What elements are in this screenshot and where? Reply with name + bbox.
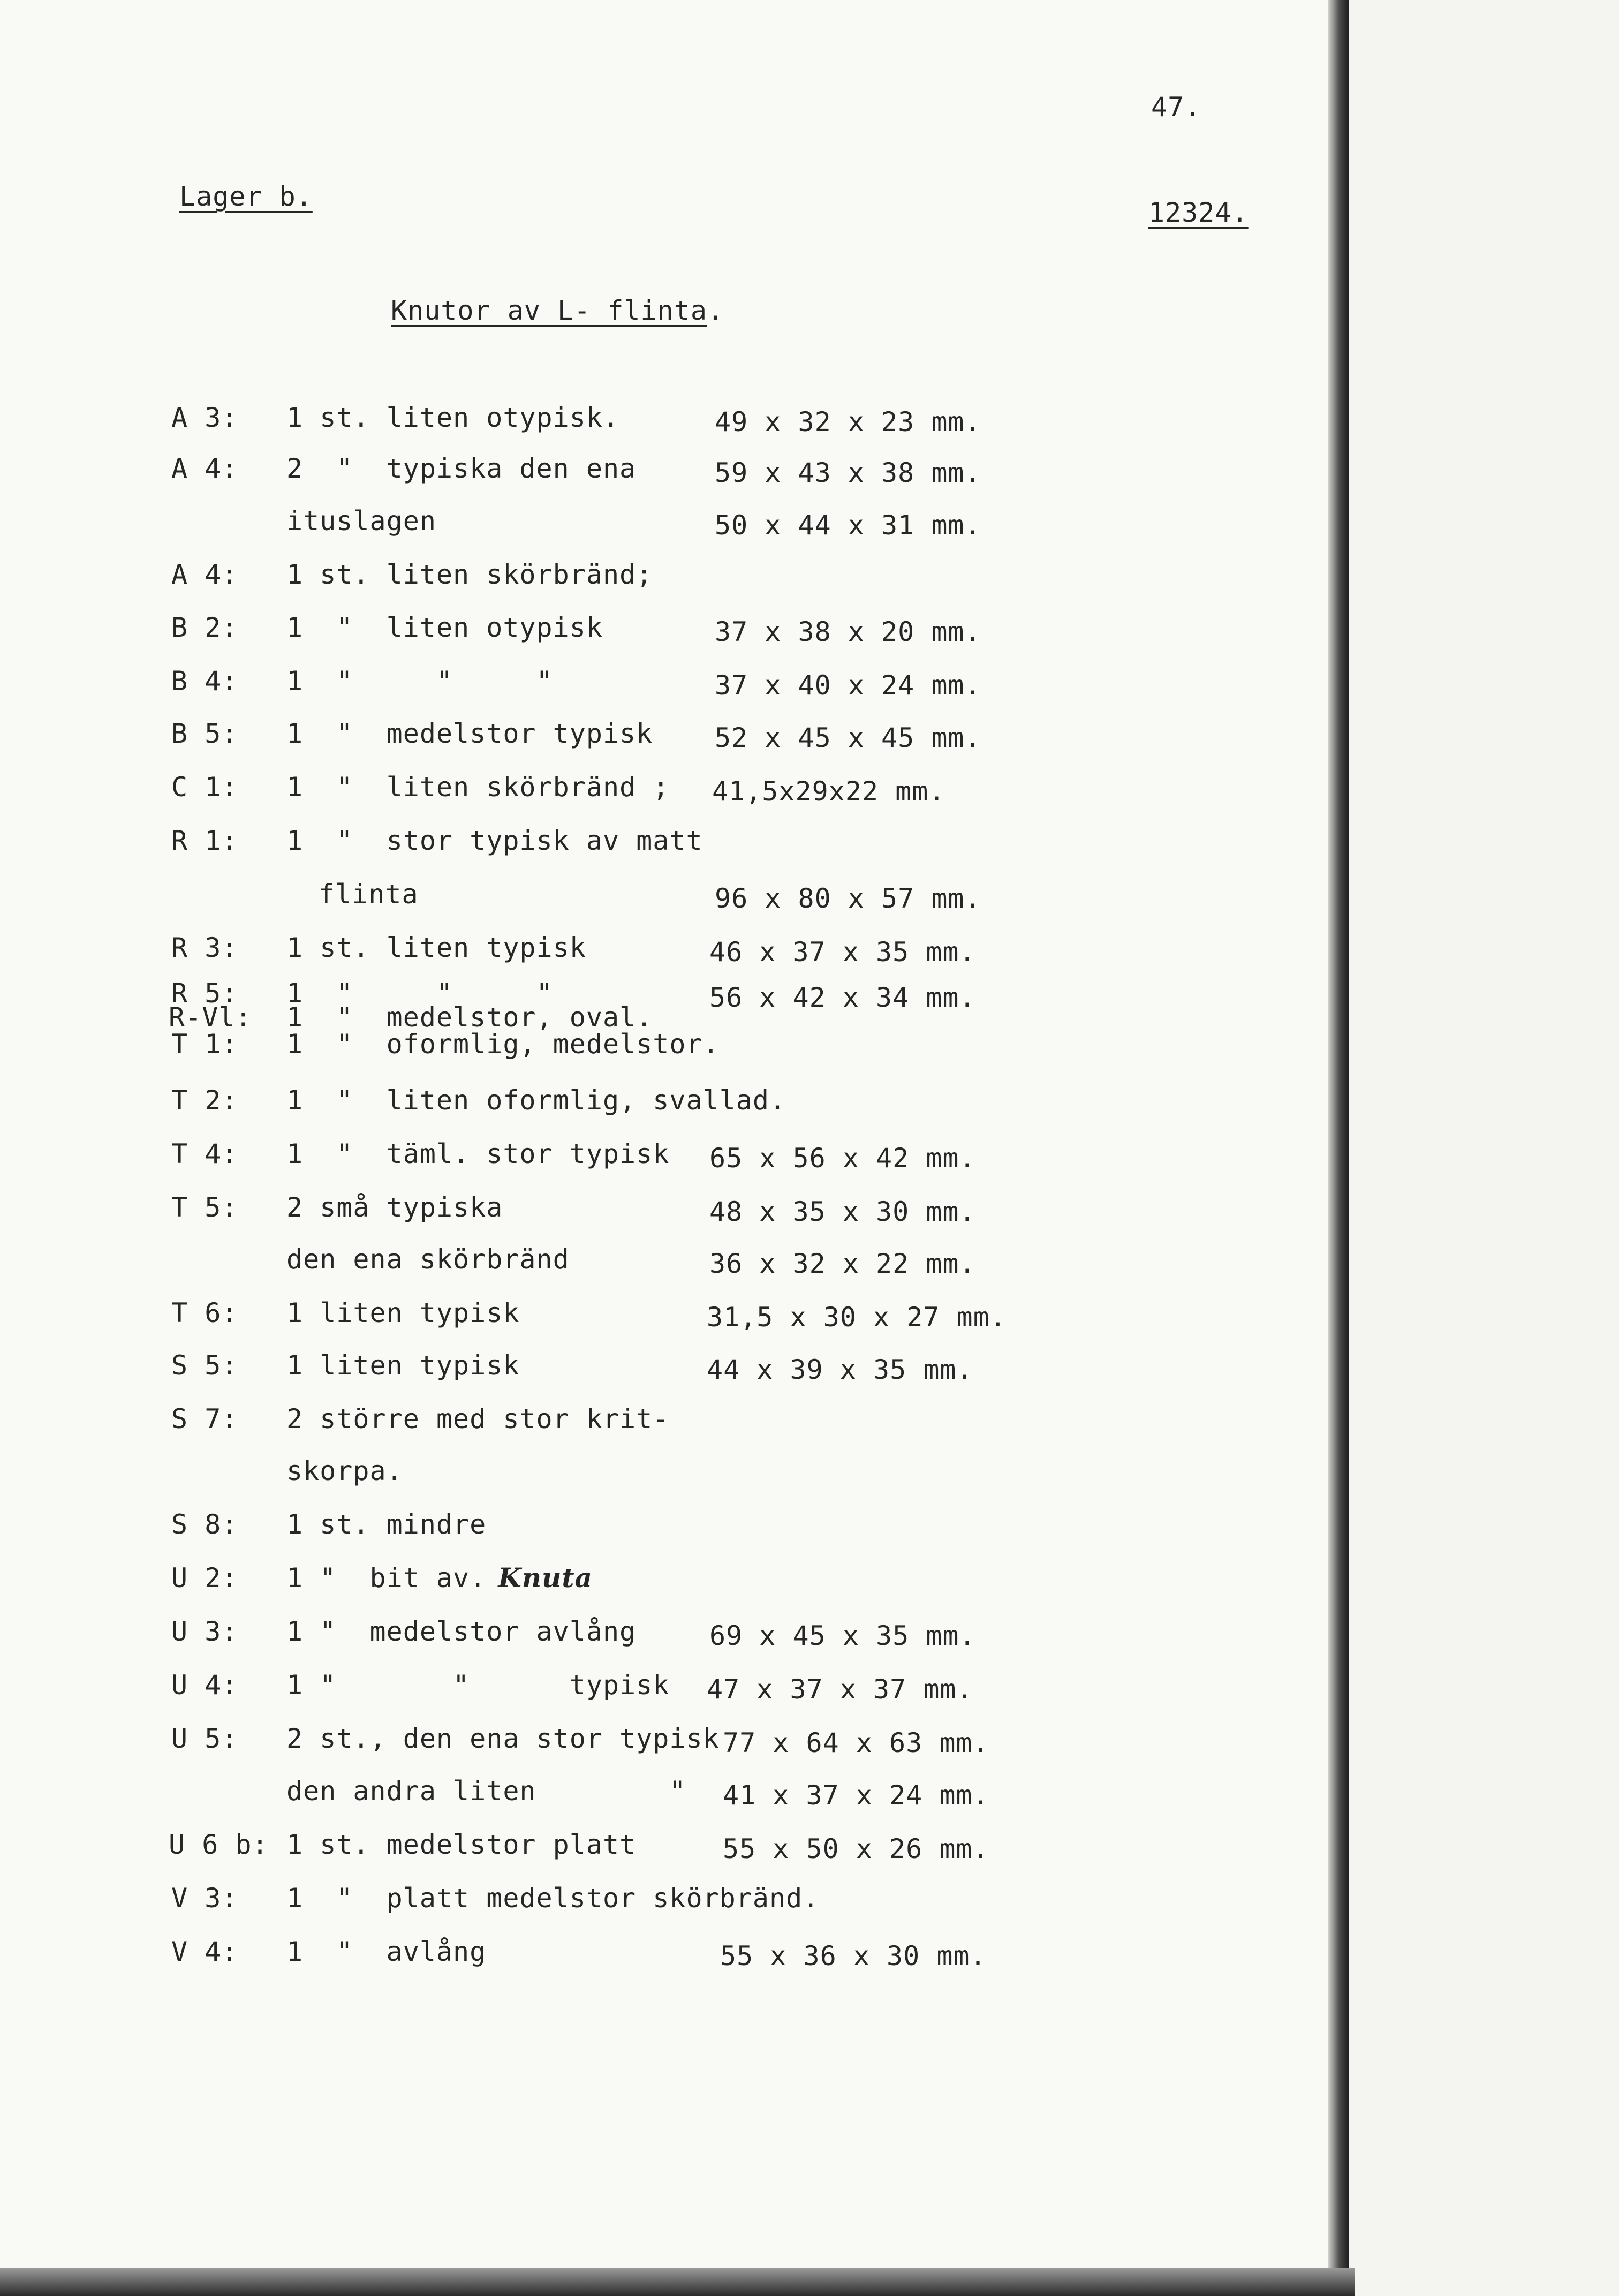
- entry-code: R 1:: [171, 825, 238, 856]
- entry-description: [286, 1352, 519, 1379]
- entry-description-text: 1 " bit av.: [286, 1562, 487, 1593]
- entry-code: T 1:: [171, 1029, 238, 1060]
- entry-description: [286, 666, 553, 697]
- document-title: [391, 297, 724, 324]
- entry-description-text: 1 " medelstor, oval.: [286, 1002, 653, 1033]
- entry-description-text: 1 st. mindre: [286, 1509, 487, 1540]
- entry-measurement: 31,5 x 30 x 27 mm.: [707, 1302, 1007, 1333]
- entry-code: B 2:: [171, 612, 238, 643]
- entry-description-text: 1 " stor typisk av matt: [286, 825, 703, 856]
- entry-description-text: 2 st., den ena stor typisk: [286, 1723, 720, 1754]
- entry-description-text: 1 st. liten otypisk.: [286, 402, 620, 433]
- entry-code: U 2:: [171, 1562, 238, 1593]
- entry-code: T 2:: [171, 1085, 238, 1116]
- entry-description-text: 2 små typiska: [286, 1192, 503, 1223]
- entry-description-text: 2 större med stor krit-: [286, 1403, 670, 1434]
- entry-code: A 4:: [171, 453, 238, 484]
- entry-description-text: 1 " liten oformlig, svallad.: [286, 1085, 786, 1116]
- entry-code: T 5:: [171, 1192, 238, 1223]
- entry-description-text: 1 " avlång: [286, 1936, 487, 1967]
- entry-description-text: 1 " " ": [286, 978, 553, 1009]
- entry-measurement: 55 x 50 x 26 mm.: [723, 1833, 989, 1864]
- entry-code: T 4:: [171, 1138, 238, 1169]
- entry-code: S 7:: [171, 1403, 238, 1434]
- entry-description: [286, 1297, 520, 1328]
- entry-description-text: 1 " " typisk: [286, 1670, 670, 1701]
- entry-code: S 8:: [171, 1509, 238, 1540]
- binding-shadow: [1328, 0, 1349, 2296]
- entry-description: [286, 1403, 670, 1434]
- entry-description-text: 2 " typiska den ena: [286, 453, 637, 484]
- entry-measurement: 69 x 45 x 35 mm.: [709, 1620, 976, 1651]
- entry-description: [286, 934, 586, 961]
- entry-code: A 4:: [171, 559, 238, 590]
- entry-description: [286, 1618, 636, 1645]
- entry-measurement: 59 x 43 x 38 mm.: [715, 457, 981, 488]
- catalog-number-text: 12324.: [1148, 197, 1249, 228]
- entry-description: [286, 1194, 503, 1221]
- entry-code: S 5:: [171, 1350, 238, 1381]
- entry-measurement: 44 x 39 x 35 mm.: [707, 1354, 973, 1385]
- entry-measurement: 77 x 64 x 63 mm.: [723, 1727, 989, 1758]
- entry-measurement: 37 x 38 x 20 mm.: [715, 616, 981, 647]
- entry-measurement: 49 x 32 x 23 mm.: [715, 406, 981, 437]
- document-title-text: Knutor av L- flinta: [391, 295, 707, 326]
- entry-code: T 6:: [171, 1297, 238, 1328]
- entry-description-text: den ena skörbränd: [286, 1244, 570, 1275]
- storage-label-text: Lager b.: [179, 181, 313, 212]
- entry-description-text: 1 " oformlig, medelstor.: [286, 1029, 720, 1060]
- entry-description: [286, 1031, 720, 1058]
- entry-code: U 6 b:: [169, 1829, 269, 1860]
- entry-description: [286, 1246, 570, 1273]
- entry-description: [286, 455, 636, 482]
- entry-description: [286, 772, 670, 803]
- entry-measurement: 65 x 56 x 42 mm.: [709, 1143, 976, 1174]
- entry-description-text: skorpa.: [286, 1455, 403, 1486]
- entry-measurement: 37 x 40 x 24 mm.: [715, 670, 981, 701]
- page-number: 47.: [1151, 92, 1201, 123]
- entry-description-text: 1 st. medelstor platt: [286, 1829, 637, 1860]
- entry-code: A 3:: [171, 402, 238, 433]
- handwritten-note: Knuta: [498, 1562, 593, 1593]
- entry-measurement: 55 x 36 x 30 mm.: [720, 1940, 987, 1972]
- entry-code: U 4:: [171, 1670, 238, 1701]
- entry-measurement: 41 x 37 x 24 mm.: [723, 1780, 989, 1811]
- entry-code: U 3:: [171, 1616, 238, 1647]
- scan-margin: [1349, 0, 1619, 2296]
- entry-code: U 5:: [171, 1723, 238, 1754]
- bottom-scan-edge: [0, 2268, 1355, 2296]
- entry-code: R 3:: [171, 932, 238, 963]
- entry-description-text: 1 " platt medelstor skörbränd.: [286, 1883, 820, 1914]
- entry-description-text: 1 " medelstor avlång: [286, 1616, 637, 1647]
- catalog-number: [1148, 199, 1249, 226]
- entry-description: [286, 1938, 486, 1965]
- entry-description-text: 1 " liten otypisk: [286, 612, 603, 643]
- entry-description: [286, 1511, 486, 1538]
- entry-code: V 4:: [171, 1936, 238, 1967]
- entry-description: [286, 1138, 670, 1169]
- entry-measurement: 52 x 45 x 45 mm.: [715, 722, 981, 753]
- entry-measurement: 50 x 44 x 31 mm.: [715, 510, 981, 541]
- entry-description: [286, 1725, 720, 1752]
- entry-description-text: 1 liten typisk: [286, 1350, 520, 1381]
- entry-description: [286, 561, 653, 588]
- entry-description-text: 1 liten typisk: [286, 1297, 520, 1328]
- entry-description: [286, 1776, 686, 1807]
- entry-description: [286, 827, 703, 854]
- entry-description: [286, 1562, 593, 1593]
- entry-description: [286, 1087, 786, 1114]
- entry-code: V 3:: [171, 1883, 238, 1914]
- document-title-period: .: [707, 295, 724, 326]
- entry-description: [286, 720, 653, 747]
- entry-description: [286, 1457, 403, 1484]
- entry-description: [286, 404, 619, 431]
- entry-description: [286, 1004, 653, 1031]
- entry-description: [286, 614, 603, 641]
- entry-description-text: 1 " " ": [286, 666, 553, 697]
- entry-description-text: den andra liten ": [286, 1776, 686, 1807]
- entry-measurement: 47 x 37 x 37 mm.: [707, 1674, 973, 1705]
- entry-description: [286, 505, 436, 537]
- entry-measurement: 36 x 32 x 22 mm.: [709, 1248, 976, 1279]
- entry-code: R 5:: [171, 978, 238, 1009]
- entry-measurement: 48 x 35 x 30 mm.: [709, 1196, 976, 1227]
- entry-description: [286, 1831, 636, 1858]
- entry-description-text: 1 st. liten skörbränd;: [286, 559, 653, 590]
- entry-description-text: ituslagen: [286, 505, 436, 537]
- entry-description: [286, 1670, 670, 1701]
- entry-description-text: 1 " medelstor typisk: [286, 718, 653, 749]
- entry-code: R-Vl:: [169, 1002, 252, 1033]
- entry-code: C 1:: [171, 772, 238, 803]
- entry-description-text: 1 st. liten typisk: [286, 932, 586, 963]
- entry-description: [319, 881, 419, 908]
- entry-code: B 4:: [171, 666, 238, 697]
- entry-description-text: 1 " täml. stor typisk: [286, 1138, 670, 1169]
- entry-measurement: 56 x 42 x 34 mm.: [709, 982, 976, 1013]
- entry-description-text: flinta: [319, 879, 419, 910]
- storage-label: [179, 183, 313, 210]
- entry-code: B 5:: [171, 718, 238, 749]
- entry-description: [286, 1885, 819, 1912]
- entry-measurement: 46 x 37 x 35 mm.: [709, 936, 976, 968]
- entry-description-text: 1 " liten skörbränd ;: [286, 772, 670, 803]
- entry-measurement: 41,5x29x22 mm.: [712, 776, 945, 807]
- entry-measurement: 96 x 80 x 57 mm.: [715, 883, 981, 914]
